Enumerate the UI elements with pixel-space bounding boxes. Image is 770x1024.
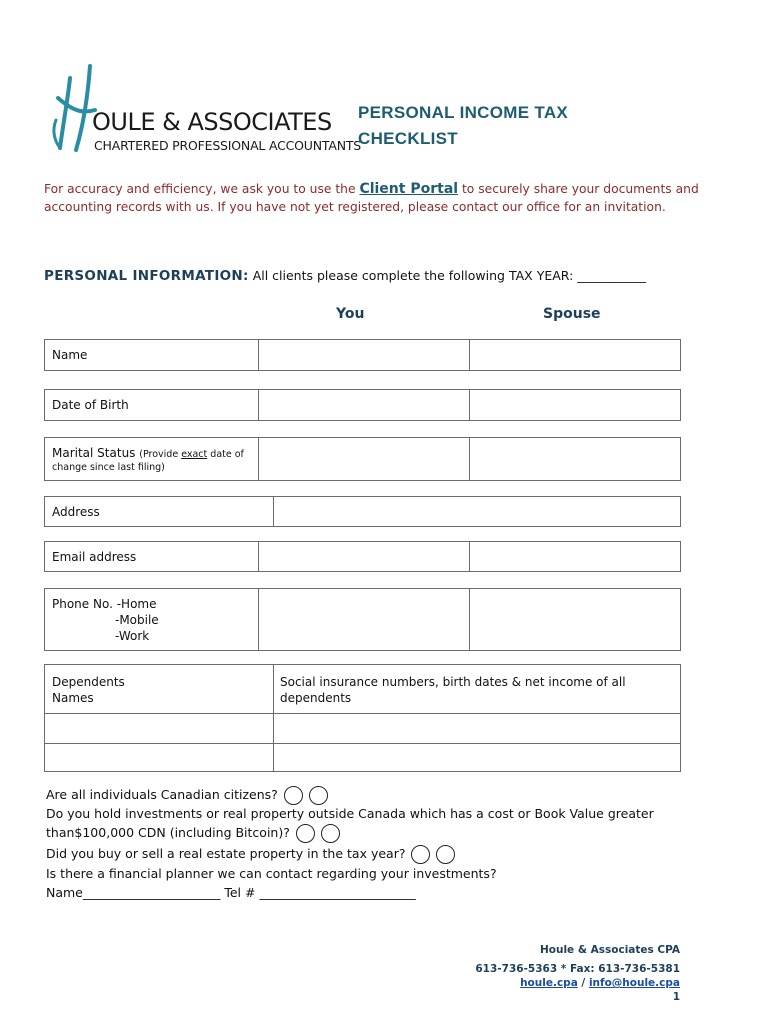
column-header-you: You xyxy=(336,306,365,322)
marital-note-exact: exact xyxy=(181,449,208,460)
dependent-2-name-field[interactable] xyxy=(45,744,273,771)
dob-row xyxy=(44,389,681,421)
dependent-2-info-field[interactable] xyxy=(273,744,680,771)
dob-label: Date of Birth xyxy=(52,398,129,412)
dependents-label-2: Names xyxy=(52,691,94,705)
real-estate-no-radio[interactable] xyxy=(436,845,455,864)
phone-home-label: Phone No. -Home xyxy=(52,597,157,611)
section-instructions: All clients please complete the following TAX YEAR: ___________ xyxy=(252,268,647,283)
intro-text-before: For accuracy and efficiency, we ask you to use the xyxy=(44,182,360,196)
email-you-field[interactable] xyxy=(258,542,469,571)
footer-separator: / xyxy=(577,977,589,989)
address-field[interactable] xyxy=(273,497,680,526)
sin-label-1: Social insurance numbers, birth dates & net income of all xyxy=(280,675,626,689)
phone-mobile-label: -Mobile xyxy=(115,613,159,627)
dependent-1-info-field[interactable] xyxy=(273,714,680,744)
marital-note-2: date of xyxy=(207,449,244,460)
logo-tagline: CHARTERED PROFESSIONAL ACCOUNTANTS xyxy=(94,138,362,153)
phone-work-label: -Work xyxy=(115,629,150,643)
dob-you-field[interactable] xyxy=(258,390,469,420)
email-spouse-field[interactable] xyxy=(469,542,680,571)
name-spouse-field[interactable] xyxy=(469,340,680,370)
marital-you-field[interactable] xyxy=(258,438,469,480)
title-line-1: PERSONAL INCOME TAX xyxy=(358,103,569,122)
footer-links xyxy=(520,977,680,989)
column-header-spouse: Spouse xyxy=(543,306,601,322)
footer-phone: 613-736-5363 * Fax: 613-736-5381 xyxy=(475,963,680,975)
foreign-property-yes-radio[interactable] xyxy=(296,824,315,843)
address-label: Address xyxy=(52,505,100,519)
section-heading: PERSONAL INFORMATION: xyxy=(44,268,249,284)
phone-spouse-field[interactable] xyxy=(469,589,680,650)
phone-you-field[interactable] xyxy=(258,589,469,650)
client-portal-link[interactable]: Client Portal xyxy=(359,181,459,197)
real-estate-yes-radio[interactable] xyxy=(411,845,430,864)
intro-paragraph xyxy=(44,180,724,216)
logo-wordmark: OULE & ASSOCIATES xyxy=(92,108,332,136)
dependent-row-2 xyxy=(45,743,680,771)
footer-company: Houle & Associates CPA xyxy=(539,944,680,956)
name-label: Name xyxy=(52,348,88,362)
dependent-row-1 xyxy=(45,713,680,744)
question-foreign-property-line2 xyxy=(46,824,340,843)
dependents-label-1: Dependents xyxy=(52,675,125,689)
marital-row xyxy=(44,437,681,481)
foreign-property-no-radio[interactable] xyxy=(321,824,340,843)
question-real-estate-text: Did you buy or sell a real estate property in the tax year? xyxy=(46,846,406,861)
email-label: Email address xyxy=(52,550,137,564)
dob-spouse-field[interactable] xyxy=(469,390,680,420)
citizens-no-radio[interactable] xyxy=(309,786,328,805)
name-row xyxy=(44,339,681,371)
question-real-estate xyxy=(46,845,455,864)
page-number: 1 xyxy=(672,991,680,1003)
title-line-2: CHECKLIST xyxy=(358,129,458,148)
dependents-table xyxy=(44,664,681,772)
question-citizens xyxy=(46,786,328,805)
phone-row xyxy=(44,588,681,651)
dependent-1-name-field[interactable] xyxy=(45,714,273,744)
marital-note-1: (Provide xyxy=(139,449,182,460)
planner-contact-line: Name______________________ Tel # _________________________ xyxy=(46,885,416,900)
question-financial-planner: Is there a financial planner we can contact regarding your investments? xyxy=(46,866,497,881)
sin-label-2: dependents xyxy=(280,691,352,705)
marital-note-3: change since last filing) xyxy=(52,462,165,473)
name-you-field[interactable] xyxy=(258,340,469,370)
question-citizens-text: Are all individuals Canadian citizens? xyxy=(46,787,278,802)
question-foreign-property-line1: Do you hold investments or real property outside Canada which has a cost or Book Value greater xyxy=(46,806,654,821)
document-title xyxy=(358,100,618,152)
website-link[interactable]: houle.cpa xyxy=(520,977,578,989)
question-foreign-property-text: than$100,000 CDN (including Bitcoin)? xyxy=(46,825,290,840)
personal-info-heading xyxy=(44,268,646,284)
intro-text-after: to securely share your documents and accounting records with us. If you have not yet registered, please contact our office for an invitation. xyxy=(44,182,699,214)
company-logo xyxy=(50,58,362,158)
marital-text: Marital Status xyxy=(52,446,136,460)
address-row xyxy=(44,496,681,527)
marital-spouse-field[interactable] xyxy=(469,438,680,480)
email-row xyxy=(44,541,681,572)
citizens-yes-radio[interactable] xyxy=(284,786,303,805)
email-link[interactable]: info@houle.cpa xyxy=(588,977,680,989)
